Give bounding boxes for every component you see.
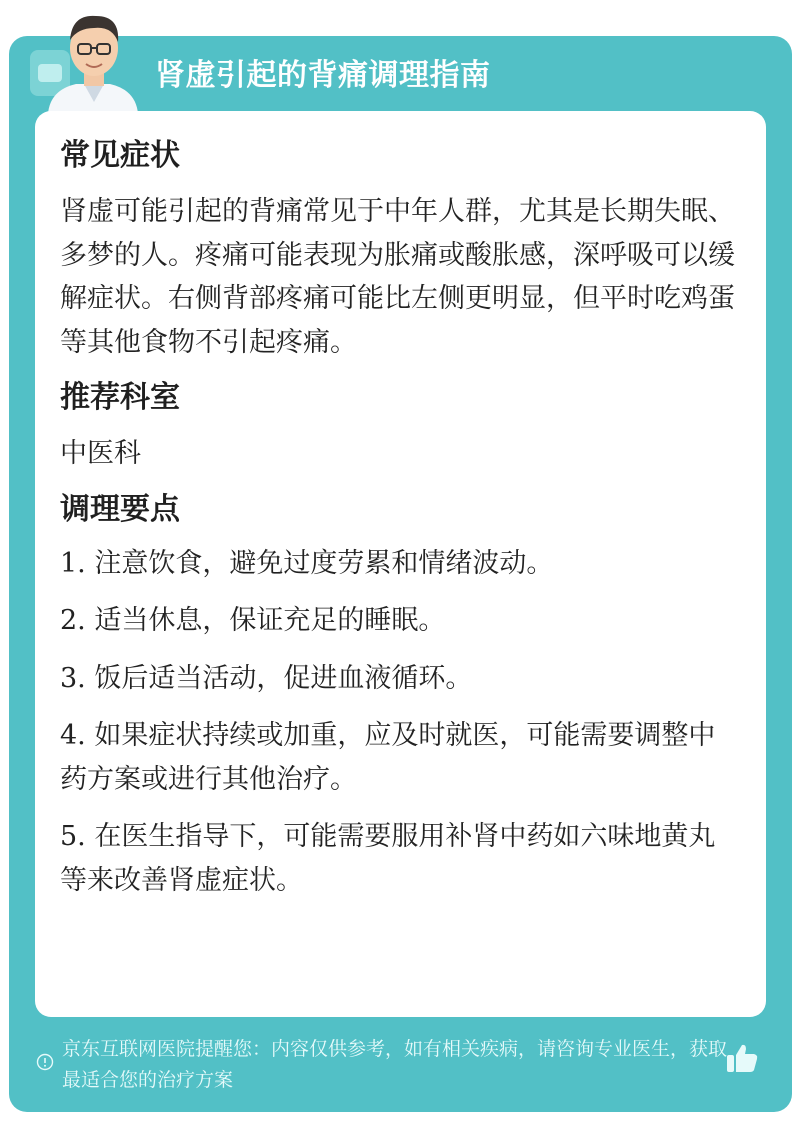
list-item-number: 5. — [60, 821, 86, 852]
list-item-number: 1. — [60, 547, 86, 579]
list-item — [60, 542, 740, 586]
content — [60, 122, 740, 916]
list-item — [60, 714, 740, 801]
doctor-avatar-icon — [28, 6, 158, 114]
page-title: 肾虚引起的背痛调理指南 — [155, 58, 491, 93]
list-item-text: 适当休息，保证充足的睡眠。 — [94, 605, 446, 636]
list-item-text: 如果症状持续或加重，应及时就医，可能需要调整中药方案或进行其他治疗。 — [60, 720, 716, 795]
list-item-number: 2. — [60, 605, 86, 636]
list-item-number: 3. — [60, 662, 86, 694]
section-heading-symptoms: 常见症状 — [60, 138, 180, 173]
list-item-text: 在医生指导下，可能需要服用补肾中药如六味地黄丸等来改善肾虚症状。 — [60, 821, 716, 896]
info-icon — [36, 1053, 54, 1071]
list-item-text: 饭后适当活动，促进血液循环。 — [94, 662, 473, 694]
list-item-text: 注意饮食，避免过度劳累和情绪波动。 — [94, 547, 554, 579]
list-item — [60, 599, 740, 643]
thumbs-up-icon[interactable] — [725, 1041, 759, 1075]
section-heading-department: 推荐科室 — [60, 380, 180, 415]
section-heading-care: 调理要点 — [60, 491, 180, 527]
department-text: 中医科 — [60, 438, 141, 469]
list-item — [60, 657, 740, 701]
footer-disclaimer: 京东互联网医院提醒您：内容仅供参考，如有相关疾病，请咨询专业医生，获取最适合您的治疗方案 — [62, 1038, 728, 1091]
list-item-number: 4. — [60, 720, 86, 751]
list-item — [60, 815, 740, 902]
symptoms-text: 肾虚可能引起的背痛常见于中年人群，尤其是长期失眠、多梦的人。疼痛可能表现为胀痛或酸胀感，深呼吸可以缓解症状。右侧背部疼痛可能比左侧更明显，但平时吃鸡蛋等其他食物不引起疼痛。 — [60, 196, 735, 358]
